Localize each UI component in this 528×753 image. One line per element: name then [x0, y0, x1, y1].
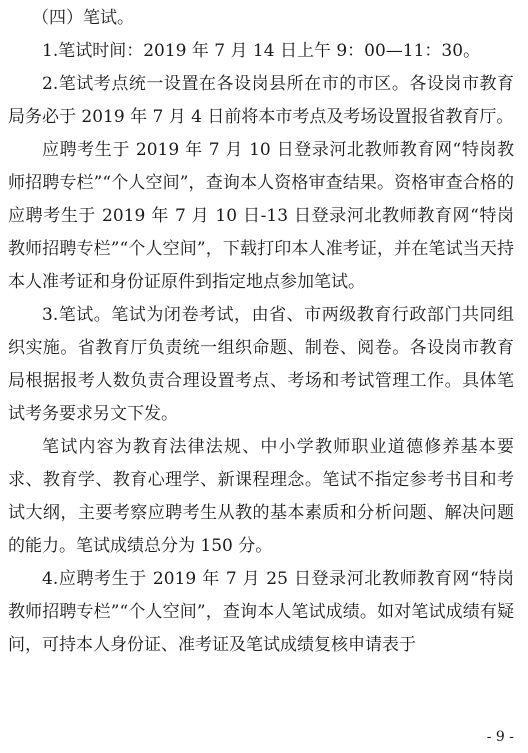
page-number: - 9 - [486, 729, 514, 745]
paragraph-score-query: 4.应聘考生于 2019 年 7 月 25 日登录河北教师教育网“特岗教师招聘专栏”“个人空间”，查询本人笔试成绩。如对笔试成绩有疑问，可持本人身份证、准考证及笔试成绩复核申请表于 [8, 569, 514, 655]
section-heading: （四）笔试。 [32, 8, 134, 28]
paragraph-exam-time: 1.笔试时间：2019 年 7 月 14 日上午 9：00—11：30。 [42, 41, 481, 61]
paragraph-exam-venue: 2.笔试考点统一设置在各设岗县所在市的市区。各设岗市教育局务必于 2019 年 7 月 4 日前将本市考点及考场设置报省教育厅。 [8, 74, 514, 127]
document-body [8, 2, 514, 662]
paragraph-exam-content: 笔试内容为教育法律法规、中小学教师职业道德修养基本要求、教育学、教育心理学、新课程理念。笔试不指定参考书目和考试大纲，主要考察应聘考生从教的基本素质和分析问题、解决问题的能力。笔试成绩总分为 150 分。 [8, 437, 514, 556]
paragraph-exam-organization: 3.笔试。笔试为闭卷考试，由省、市两级教育行政部门共同组织实施。省教育厅负责统一组织命题、制卷、阅卷。各设岗市教育局根据报考人数负责合理设置考点、考场和考试管理工作。具体笔试考务要求另文下发。 [8, 305, 514, 424]
paragraph-admission-ticket: 应聘考生于 2019 年 7 月 10 日登录河北教师教育网“特岗教师招聘专栏”“个人空间”，查询本人资格审查结果。资格审查合格的应聘考生于 2019 年 7 月 10 日-13 日登录河北教师教育网“特岗教师招聘专栏”“个人空间”，下载打印本人准考证，并在笔试当天持本人准考证和身份证原件到指定地点参加笔试。 [8, 140, 514, 292]
